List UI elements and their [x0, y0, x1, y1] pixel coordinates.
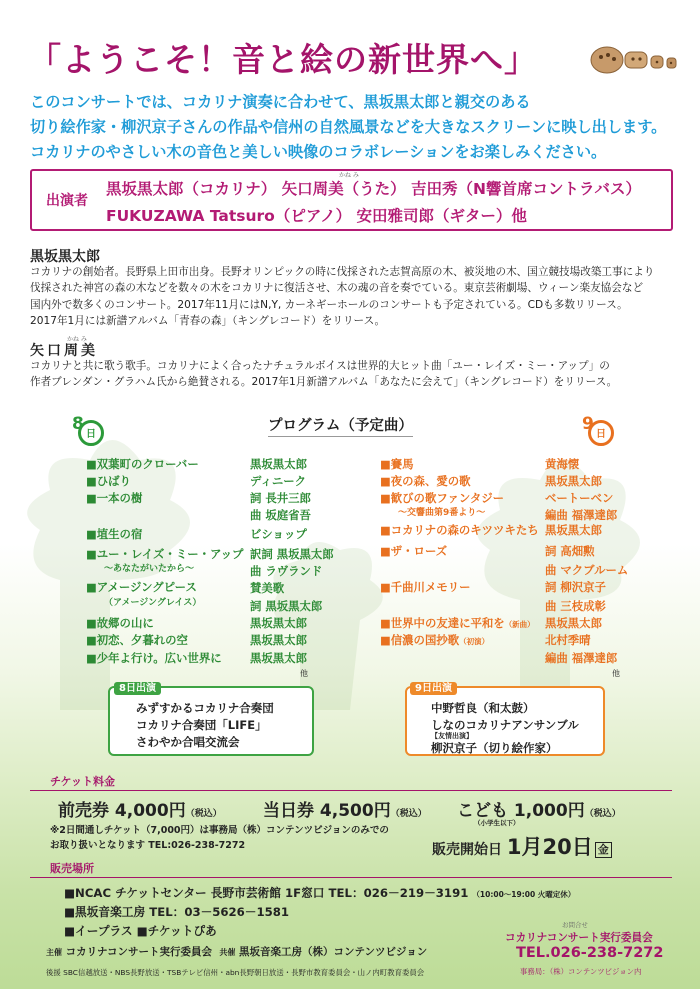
- day-8-unit: 日: [86, 429, 96, 440]
- program-song-title: [86, 579, 197, 595]
- song-title-text: 歓びの歌ファンタジー: [390, 491, 504, 505]
- contact-office: 事務局：（株）コンテンツビジョン内: [520, 967, 642, 976]
- song-title-text: 初恋、夕暮れの空: [96, 633, 188, 647]
- song-title-text: 賽馬: [390, 457, 414, 471]
- song-credit: ベートーベン: [545, 491, 614, 505]
- bio-line: 伐採された神宮の森の木などを数々の木をコカリナに復活させ、木の魂の音を奏でている。東京芸術劇場、ウィーン楽友協会など: [30, 282, 644, 295]
- door-label: 当日券: [263, 801, 314, 821]
- song-title-text: 世界中の友達に平和を: [390, 616, 505, 630]
- venue-hours: （10:00～19:00 火曜定休）: [472, 890, 576, 899]
- door-ticket: [263, 796, 427, 821]
- program-song-title: [380, 579, 471, 595]
- song-tag: （新曲）: [504, 620, 535, 629]
- program-song-title: [86, 526, 142, 542]
- bio-line: コカリナの創始者。長野県上田市出身。長野オリンピックの時に伐採された志賀高原の木、被災地の木、国立競技場改築工事により: [30, 266, 655, 278]
- bio-line: 2017年1月には新譜アルバム「青春の森」（キングレコード）をリリース。: [30, 315, 386, 328]
- program-song-title: [380, 490, 504, 506]
- song-title-text: アメージングピース: [96, 580, 197, 594]
- guest-line: 中野哲良（和太鼓）: [431, 701, 535, 715]
- bullet-icon: ■: [380, 580, 391, 594]
- program-song-title: [86, 650, 222, 666]
- program-song-title: [380, 632, 489, 648]
- support-line: 後援 SBC信越放送・NBS長野放送・TSBテレビ信州・abn長野朝日放送・長野市教育委員会・山ノ内町教育委員会: [46, 968, 425, 977]
- bio-ruby-yaguchi: かね み: [67, 336, 87, 343]
- venue-divider: [30, 877, 672, 878]
- program-right-other: 他: [612, 669, 620, 678]
- bullet-icon: ■: [86, 547, 97, 561]
- child-label: こども: [457, 801, 508, 821]
- program-song-title: [380, 522, 539, 538]
- song-credit: 黒坂黒太郎: [250, 616, 307, 630]
- song-title-text: ザ・ローズ: [390, 544, 448, 558]
- program-song-title: [380, 615, 535, 631]
- guest-line: コカリナ合奏団「LIFE」: [136, 718, 267, 732]
- contact-label: お問合せ: [562, 921, 588, 929]
- song-credit: 賛美歌: [250, 581, 285, 595]
- co-host-name: 黒坂音楽工房（株）コンテンツビジョン: [239, 946, 428, 958]
- song-credit: 曲 マクブルーム: [545, 563, 629, 577]
- song-subtitle: ～あなたがいたから～: [104, 564, 195, 574]
- program-song-title: [86, 632, 188, 648]
- program-song-title: [86, 615, 154, 631]
- host-name: コカリナコンサート実行委員会: [65, 946, 213, 958]
- contact-org: コカリナコンサート実行委員会: [505, 932, 653, 944]
- song-subtitle: （アメージングレイス）: [104, 598, 202, 608]
- performers-line-2: FUKUZAWA Tatsuro（ピアノ） 安田雅司郎（ギター）他: [106, 207, 527, 225]
- song-credit: 黒坂黒太郎: [250, 651, 307, 665]
- host-label: 主催: [46, 948, 62, 957]
- ticket-note-2: お取り扱いとなります TEL:026-238-7272: [50, 840, 246, 851]
- bullet-icon: ■: [380, 523, 391, 537]
- program-song-title: [380, 456, 414, 472]
- advance-label: 前売券: [58, 801, 109, 821]
- song-credit: 黒坂黒太郎: [545, 616, 602, 630]
- song-title-text: 双葉町のクローバー: [96, 457, 199, 471]
- bio-text-kurosaka: [30, 264, 680, 330]
- child-note: （小学生以下）: [474, 819, 520, 827]
- guest-line: 柳沢京子（切り絵作家）: [431, 741, 558, 755]
- song-credit: 詞 長井三郎: [250, 491, 311, 505]
- bullet-icon: ■: [86, 474, 97, 488]
- co-host-label: 共催: [219, 948, 236, 957]
- bio-name-kurosaka: 黒坂黒太郎: [30, 249, 100, 265]
- song-credit: 黄海懐: [545, 457, 580, 471]
- intro-line: コカリナのやさしい木の音色と美しい映像のコラボレーションをお楽しみください。: [30, 143, 607, 161]
- guest-line: さわやか合唱交流会: [136, 735, 240, 749]
- contact-tel: TEL.026-238-7272: [516, 945, 664, 961]
- ticket-section-label: チケット料金: [50, 775, 116, 788]
- sale-weekday: 金: [595, 842, 612, 858]
- song-credit: 黒坂黒太郎: [545, 474, 602, 488]
- program-title: プログラム（予定曲）: [268, 414, 413, 437]
- song-title-text: ユー・レイズ・ミー・アップ: [96, 547, 244, 561]
- song-title-text: 千曲川メモリー: [390, 580, 471, 594]
- bullet-icon: ■: [86, 491, 97, 505]
- song-credit: 曲 ラヴランド: [250, 564, 323, 578]
- bullet-icon: ■: [86, 457, 97, 471]
- intro-line: このコンサートでは、コカリナ演奏に合わせて、黒坂黒太郎と親交のある: [30, 93, 531, 111]
- venue-item: ■黒坂音楽工房 TEL：03－5626－1581: [64, 905, 290, 919]
- intro-text: [30, 90, 680, 165]
- song-credit: 詞 柳沢京子: [545, 580, 606, 594]
- song-credit: 編曲 福澤達郎: [545, 651, 618, 665]
- day-8-number: 8: [72, 414, 84, 434]
- song-credit: 詞 高畑勲: [545, 544, 595, 558]
- song-title-text: 故郷の山に: [96, 616, 154, 630]
- song-title-text: ひばり: [96, 474, 131, 488]
- ticket-divider: [30, 790, 672, 791]
- guest-line: みずすかるコカリナ合奏団: [136, 701, 274, 715]
- bio-line: 国内外で数多くのコンサート。2017年11月にはN,Y, カーネギーホールのコンサートも予定されている。CDも多数リリース。: [30, 298, 628, 311]
- bullet-icon: ■: [380, 633, 391, 647]
- cocarina-illustration-icon: [585, 38, 685, 78]
- song-credit: 詞 黒坂黒太郎: [250, 599, 323, 613]
- bullet-icon: ■: [86, 651, 97, 665]
- song-credit: 曲 三枝成彰: [545, 599, 606, 613]
- tax-note: （税込）: [584, 809, 621, 819]
- tax-note: （税込）: [390, 809, 427, 819]
- ticket-note-1: ※2日間通しチケット（7,000円）は事務局（株）コンテンツビジョンのみでの: [50, 825, 389, 836]
- song-credit: ディニーク: [250, 474, 307, 488]
- day-9-number: 9: [582, 414, 594, 434]
- tax-note: （税込）: [185, 809, 222, 819]
- door-price: 4,500円: [319, 801, 391, 821]
- program-song-title: [86, 473, 131, 489]
- bullet-icon: ■: [86, 580, 97, 594]
- song-title-text: 埴生の宿: [96, 527, 143, 541]
- guest-day9-box: [405, 686, 605, 756]
- sale-start-date: [432, 831, 612, 861]
- song-credit: 黒坂黒太郎: [250, 633, 307, 647]
- guest-day8-label: 8日出演: [114, 682, 161, 695]
- page-title: 「ようこそ！音と絵の新世界へ」: [28, 40, 538, 79]
- guest-line: しなのコカリナアンサンブル: [431, 718, 579, 732]
- bullet-icon: ■: [380, 457, 391, 471]
- bio-line: 作者ブレンダン・グラハム氏から絶賛される。2017年1月新譜アルバム「あなたに会えて」（キングレコード）をリリース。: [30, 376, 618, 389]
- song-title-text: 夜の森、愛の歌: [390, 474, 471, 488]
- venue-item: ■イープラス ■チケットぴあ: [64, 924, 217, 938]
- intro-line: 切り絵作家・柳沢京子さんの作品や信州の自然風景などを大きなスクリーンに映し出します。: [30, 118, 667, 136]
- performers-line-1: 黒坂黒太郎（コカリナ） 矢口周美（うた） 吉田秀（N響首席コントラバス）: [106, 180, 641, 198]
- bullet-icon: ■: [380, 616, 391, 630]
- program-song-title: [380, 473, 471, 489]
- bio-line: コカリナと共に歌う歌手。コカリナによく合ったナチュラルボイスは世界的大ヒット曲「ユー・レイズ・ミー・アップ」の: [30, 360, 610, 372]
- program-song-title: [86, 456, 199, 472]
- venue-item: [64, 885, 575, 901]
- advance-price: 4,000円: [114, 801, 186, 821]
- song-credit: 訳詞 黒坂黒太郎: [250, 547, 334, 561]
- performer-ruby: かね み: [339, 172, 359, 179]
- song-credit: ビショップ: [250, 527, 307, 541]
- guest-day8-box: [108, 686, 314, 756]
- bullet-icon: ■: [86, 616, 97, 630]
- program-song-title: [86, 490, 142, 506]
- guest-tag: 【友情出演】: [431, 732, 473, 740]
- performers-label: 出演者: [46, 193, 88, 209]
- bullet-icon: ■: [380, 474, 391, 488]
- program-song-title: [86, 546, 243, 562]
- performers-box: [30, 169, 673, 231]
- song-credit: 編曲 福澤達郎: [545, 508, 618, 522]
- song-title-text: コカリナの森のキツツキたち: [390, 523, 539, 537]
- program-left-other: 他: [300, 669, 308, 678]
- day-9-unit: 日: [596, 429, 606, 440]
- bullet-icon: ■: [380, 544, 391, 558]
- organizer-line: [46, 944, 427, 959]
- song-credit: 黒坂黒太郎: [545, 523, 602, 537]
- song-subtitle: ～交響曲第9番より～: [398, 508, 486, 518]
- song-title-text: 信濃の国抄歌: [390, 633, 460, 647]
- bio-name-yaguchi: 矢口周美: [30, 343, 98, 359]
- advance-ticket: [58, 796, 222, 821]
- song-title-text: 少年よ行け。広い世界に: [96, 651, 222, 665]
- song-credit: 北村季晴: [545, 633, 591, 647]
- venue-section-label: 販売場所: [50, 862, 94, 875]
- song-tag: （初演）: [459, 637, 490, 646]
- bullet-icon: ■: [86, 527, 97, 541]
- program-song-title: [380, 543, 447, 559]
- sale-prefix: 販売開始日: [432, 842, 502, 858]
- venue-text: ■NCAC チケットセンター 長野市芸術館 1F窓口 TEL：026－219－3191: [64, 886, 469, 900]
- sale-day: 20日: [542, 835, 593, 859]
- child-price: 1,000円: [513, 801, 585, 821]
- bullet-icon: ■: [86, 633, 97, 647]
- sale-month: 1月: [506, 835, 543, 859]
- song-title-text: 一本の樹: [96, 491, 143, 505]
- guest-day9-label: 9日出演: [410, 682, 457, 695]
- bullet-icon: ■: [380, 491, 391, 505]
- song-credit: 黒坂黒太郎: [250, 457, 307, 471]
- song-credit: 曲 坂庭省吾: [250, 508, 311, 522]
